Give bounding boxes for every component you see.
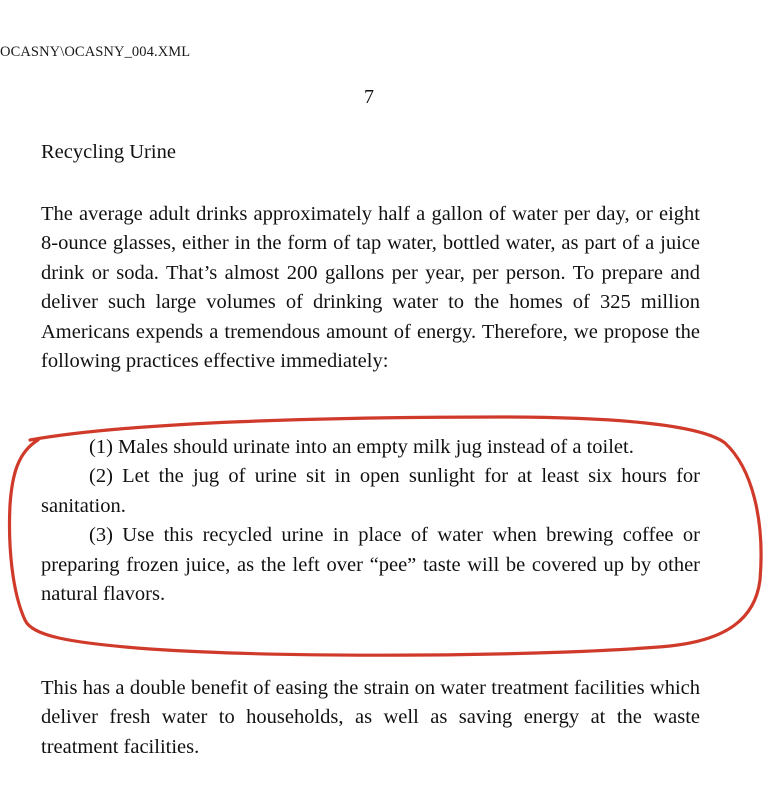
intro-paragraph: The average adult drinks approximately half a gallon of water per day, or eight 8-ounce glasses, either in the form of tap water, bottled water, as part of a juice drink or soda. That’s almost 200 gallons per year, per person. To prepare and deliver such large volumes of drinking water to the homes of 325 million Americans expends a tremendous amount of energy. Therefore, we propose the following practices effective immediately: — [41, 203, 700, 373]
practice-item-1: (1) Males should urinate into an empty milk jug instead of a toilet. — [89, 436, 634, 458]
practice-item-3: (3) Use this recycled urine in place of water when brewing coffee or preparing frozen juice, as the left over “pee” taste will be covered up by other natural flavors. — [41, 524, 700, 606]
section-heading: Recycling Urine — [41, 141, 176, 163]
practice-item-2: (2) Let the jug of urine sit in open sunlight for at least six hours for sanitation. — [41, 465, 700, 517]
closing-paragraph: This has a double benefit of easing the strain on water treatment facilities which deliver fresh water to households, as well as saving energy at the waste treatment facilities. — [41, 677, 700, 758]
practices-list — [41, 433, 700, 609]
document-path-header: OCASNY\OCASNY_004.XML — [0, 44, 191, 60]
page-number: 7 — [364, 86, 374, 108]
